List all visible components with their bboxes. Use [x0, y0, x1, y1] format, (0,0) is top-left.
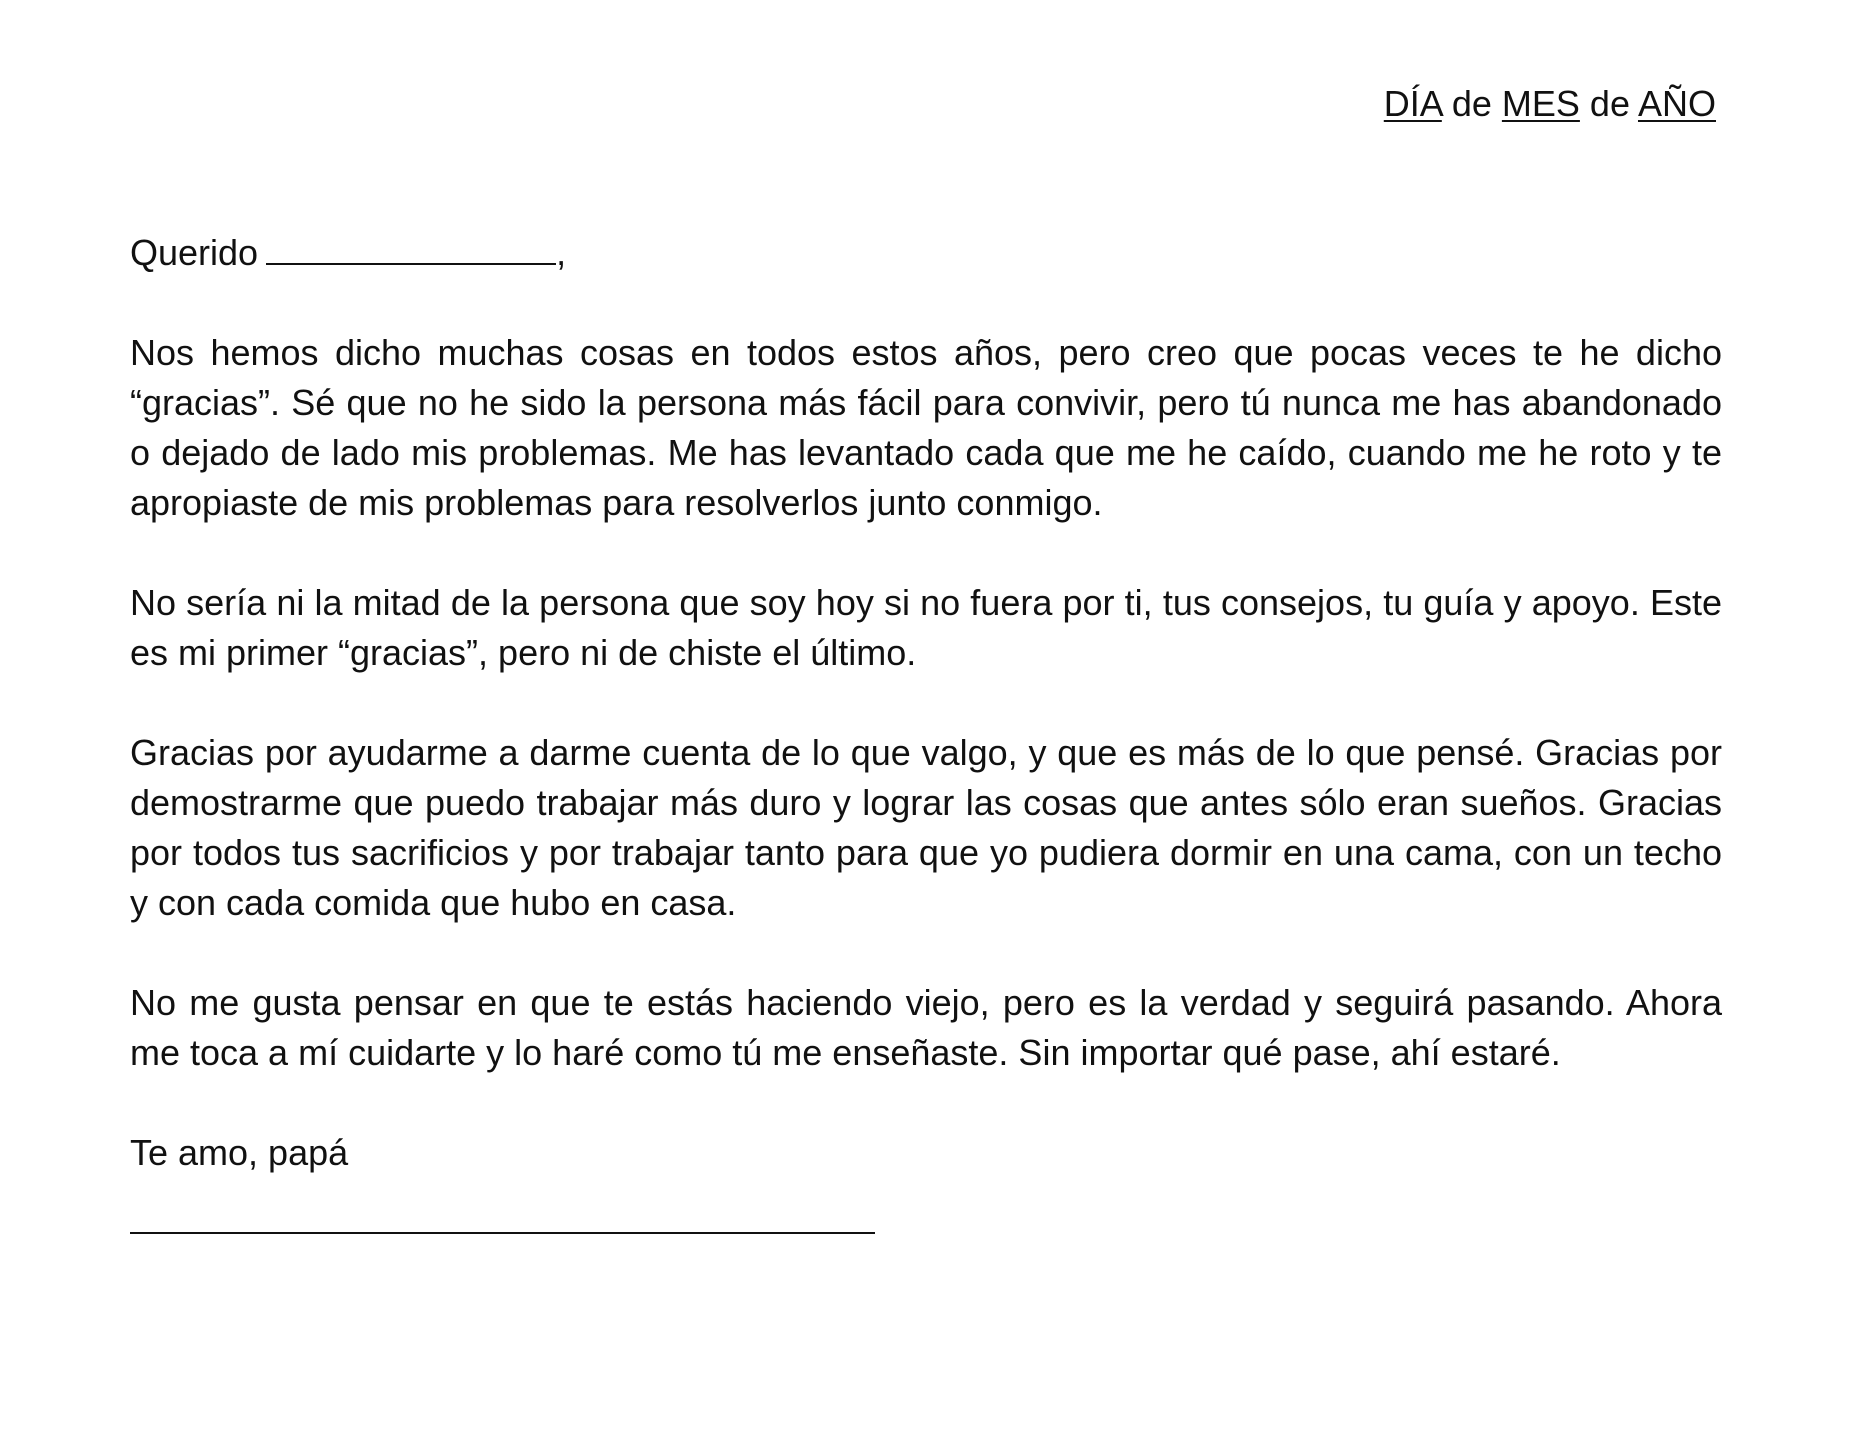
date-month: MES — [1501, 83, 1580, 124]
date-day: DÍA — [1383, 83, 1442, 124]
greeting — [130, 228, 1722, 278]
letter-paragraph: Gracias por ayudarme a darme cuenta de lo que valgo, y que es más de lo que pensé. Gracias por demostrarme que puedo trabajar más duro y lograr las cosas que antes sólo eran sueños. Gracias por todos tus sacrificios y por trabajar tanto para que yo pudiera dormir en una cama, con un techo y con cada comida que hubo en casa. — [130, 732, 1722, 923]
date-separator: de — [1589, 83, 1630, 124]
greeting-salutation: Querido — [130, 232, 259, 273]
signature-line[interactable] — [130, 1232, 875, 1234]
letter-body — [130, 228, 1722, 1234]
date-separator: de — [1451, 83, 1492, 124]
date-line — [1384, 80, 1716, 128]
closing-line: Te amo, papá — [130, 1132, 349, 1173]
greeting-comma: , — [556, 232, 567, 273]
date-year: AÑO — [1637, 83, 1716, 124]
letter-paragraph: Nos hemos dicho muchas cosas en todos estos años, pero creo que pocas veces te he dicho “gracias”. Sé que no he sido la persona más fácil para convivir, pero tú nunca me has abandonado o dejado de lado mis problemas. Me has levantado cada que me he caído, cuando me he roto y te apropiaste de mis problemas para resolverlos junto conmigo. — [130, 332, 1722, 523]
recipient-name-blank[interactable] — [266, 229, 556, 265]
letter-paragraph: No sería ni la mitad de la persona que soy hoy si no fuera por ti, tus consejos, tu guía y apoyo. Este es mi primer “gracias”, pero ni de chiste el último. — [130, 582, 1722, 673]
letter-paragraph: No me gusta pensar en que te estás haciendo viejo, pero es la verdad y seguirá pasando. Ahora me toca a mí cuidarte y lo haré como tú me enseñaste. Sin importar qué pase, ahí estaré. — [130, 982, 1722, 1073]
